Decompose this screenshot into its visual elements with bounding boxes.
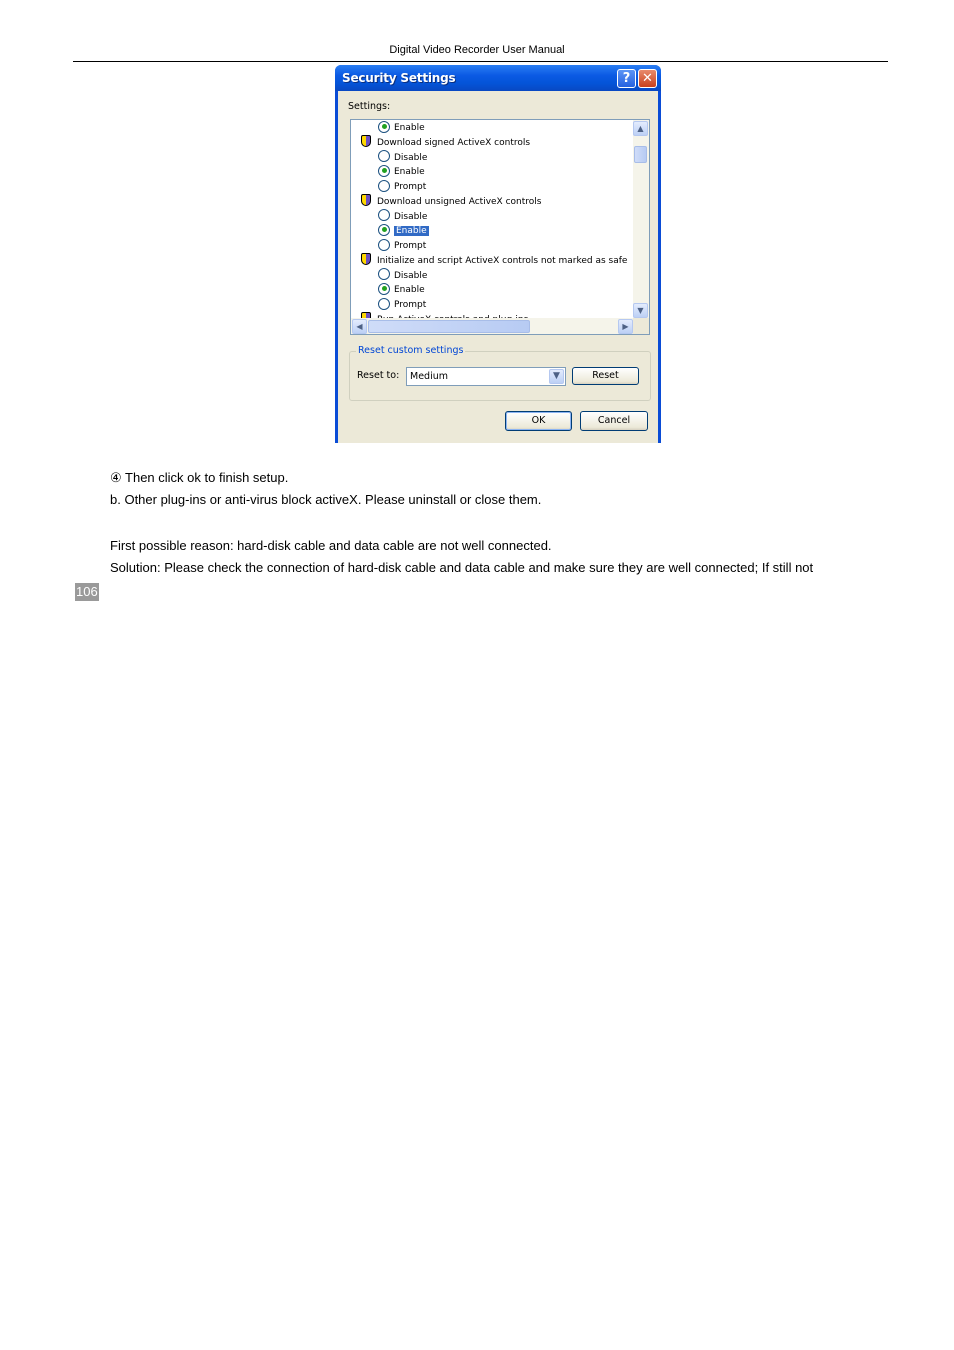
option-label: Disable <box>394 211 428 222</box>
option-row[interactable] <box>378 180 426 194</box>
close-button[interactable] <box>638 69 657 88</box>
option-label: Enable <box>396 226 427 237</box>
radio-button[interactable] <box>378 121 390 133</box>
cancel-button[interactable]: Cancel <box>580 411 648 431</box>
dialog-body <box>338 91 658 443</box>
radio-button[interactable] <box>378 180 390 192</box>
scroll-down-icon[interactable]: ▼ <box>633 303 648 318</box>
reset-group-label: Reset custom settings <box>358 345 464 356</box>
radio-button[interactable] <box>378 239 390 251</box>
option-label: Enable <box>394 285 425 296</box>
hscroll-thumb[interactable] <box>368 320 530 333</box>
option-row[interactable] <box>378 283 425 297</box>
page-header: Digital Video Recorder User Manual <box>389 44 565 56</box>
settings-list[interactable] <box>350 119 650 335</box>
option-label: Enable <box>394 167 425 178</box>
option-row[interactable] <box>378 224 429 238</box>
scroll-up-icon[interactable]: ▲ <box>633 121 648 136</box>
option-row[interactable] <box>378 151 427 165</box>
chevron-down-icon[interactable]: ▼ <box>549 369 564 384</box>
option-row[interactable] <box>378 269 427 283</box>
radio-button[interactable] <box>378 283 390 295</box>
setting-row[interactable] <box>361 136 530 150</box>
scroll-corner <box>633 318 649 334</box>
setting-row[interactable] <box>361 254 627 268</box>
settings-label: Settings: <box>348 101 391 112</box>
option-row[interactable] <box>378 210 427 224</box>
page-number: 106 <box>76 584 98 599</box>
close-icon: ✕ <box>642 71 653 86</box>
dialog-titlebar <box>335 65 661 91</box>
option-label: Prompt <box>394 300 427 310</box>
header-divider <box>73 61 888 62</box>
reset-button[interactable]: Reset <box>572 367 639 385</box>
option-row[interactable] <box>378 165 425 179</box>
setting-row[interactable] <box>361 195 541 209</box>
option-row[interactable] <box>378 121 425 135</box>
setting-label: Initialize and script ActiveX controls not marked as safe <box>377 255 628 266</box>
step-4-text: ④ Then click ok to finish setup. <box>110 470 289 485</box>
help-button[interactable] <box>617 69 636 88</box>
option-label: Disable <box>394 152 428 163</box>
setting-label: Download unsigned ActiveX controls <box>377 196 542 207</box>
dialog-title: Security Settings <box>342 71 456 85</box>
radio-button[interactable] <box>378 268 390 280</box>
security-settings-dialog <box>335 65 661 443</box>
scroll-thumb[interactable] <box>634 146 647 163</box>
scroll-right-icon[interactable]: ▶ <box>618 319 633 334</box>
radio-button[interactable] <box>378 150 390 162</box>
horizontal-scrollbar[interactable] <box>351 318 635 334</box>
solution-text: Solution: Please check the connection of hard-disk cable and data cable and make sure they are well connected; If still not <box>110 560 814 575</box>
reason-text: First possible reason: hard-disk cable and data cable are not well connected. <box>110 538 552 553</box>
shield-icon <box>361 135 371 147</box>
reset-to-label: Reset to: <box>357 370 400 381</box>
radio-button[interactable] <box>378 209 390 221</box>
option-row[interactable] <box>378 298 426 312</box>
setting-label: Download signed ActiveX controls <box>377 137 531 148</box>
radio-button[interactable] <box>378 224 390 236</box>
item-b-text: b. Other plug-ins or anti-virus block activeX. Please uninstall or close them. <box>110 492 542 507</box>
ok-button[interactable]: OK <box>505 411 572 431</box>
option-label: Prompt <box>394 241 427 251</box>
scroll-left-icon[interactable]: ◀ <box>352 319 367 334</box>
shield-icon <box>361 194 371 206</box>
option-label: Disable <box>394 270 428 281</box>
vertical-scrollbar[interactable] <box>633 120 649 318</box>
option-label: Enable <box>394 123 425 133</box>
option-label: Prompt <box>394 182 427 192</box>
radio-button[interactable] <box>378 298 390 310</box>
option-row[interactable] <box>378 239 426 253</box>
shield-icon <box>361 253 371 265</box>
reset-to-value: Medium <box>410 371 448 382</box>
reset-to-select[interactable] <box>406 367 566 386</box>
radio-button[interactable] <box>378 165 390 177</box>
help-icon: ? <box>622 71 631 86</box>
